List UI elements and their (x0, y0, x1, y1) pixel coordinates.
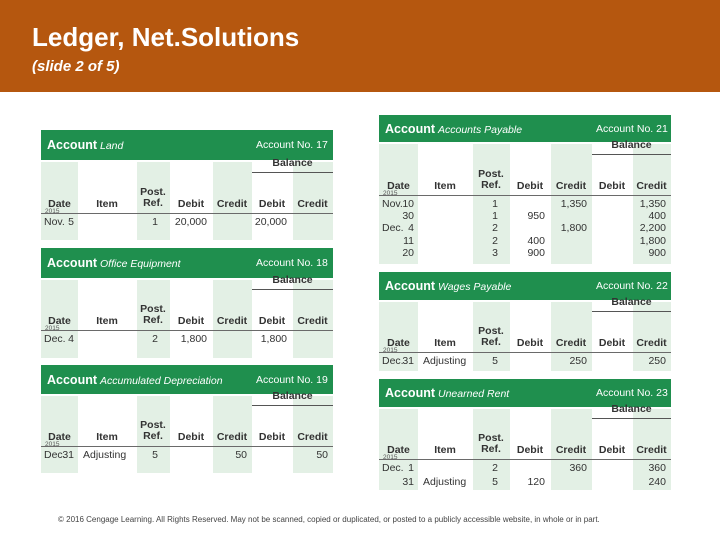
row-month: Dec. (44, 449, 66, 461)
row-month: Dec. (44, 333, 66, 345)
row-post-ref: 2 (492, 462, 498, 474)
row-day: 11 (403, 234, 414, 247)
row-month: Nov. (382, 198, 403, 210)
ref-label: Ref. (143, 430, 163, 443)
balance-credit-header: Credit (297, 431, 328, 443)
ledger-account (41, 248, 333, 358)
credit-header: Credit (216, 198, 248, 210)
row-post-ref: 1 (492, 198, 498, 210)
year-label: 2015 (383, 347, 398, 354)
row-month: Dec. (382, 222, 404, 235)
slide-header (0, 0, 720, 92)
row-debit: 120 (527, 475, 545, 488)
account-word: Account (385, 386, 435, 400)
row-credit: 1,800 (560, 222, 587, 235)
account-number: Account No. 17 (256, 139, 328, 151)
year-label: 2015 (383, 190, 398, 197)
balance-header: Balance (611, 296, 652, 308)
debit-header: Debit (516, 180, 544, 192)
post-label: Post. (140, 303, 166, 315)
row-balance-debit: 1,800 (260, 333, 287, 345)
balance-header: Balance (272, 157, 313, 169)
year-label: 2015 (45, 441, 60, 448)
row-month: Dec. (382, 462, 404, 474)
post-ref-header (472, 326, 510, 348)
debit-header: Debit (177, 198, 205, 210)
post-label: Post. (478, 168, 504, 180)
account-name (47, 374, 223, 387)
item-header: Item (96, 198, 118, 210)
post-ref-header (472, 433, 510, 455)
account-title: Wages Payable (438, 281, 512, 293)
account-number: Account No. 21 (596, 122, 668, 135)
account-grid (379, 139, 671, 264)
year-label: 2015 (383, 454, 398, 461)
date-header: Date (387, 180, 410, 192)
copyright-footer: © 2016 Cengage Learning. All Rights Reserved. May not be scanned, copied or duplicated, or posted to a publicly accessible website, in whole or in part. (58, 515, 600, 524)
column-divider (510, 302, 511, 371)
date-header: Date (48, 315, 71, 327)
row-credit: 50 (235, 449, 247, 461)
account-title-bar (41, 130, 333, 160)
item-header: Item (434, 180, 456, 192)
post-ref-header (136, 420, 170, 442)
account-number: Account No. 23 (596, 387, 668, 399)
account-name (385, 123, 522, 136)
row-day: 5 (68, 216, 74, 228)
row-day: 31 (402, 355, 414, 367)
balance-underline (252, 405, 333, 406)
row-post-ref: 3 (492, 246, 498, 259)
row-day: 4 (408, 222, 414, 235)
item-header: Item (96, 431, 118, 443)
row-debit: 950 (527, 210, 545, 223)
account-word: Account (385, 121, 435, 136)
credit-header: Credit (216, 315, 248, 327)
balance-header: Balance (272, 274, 313, 286)
row-day: 1 (408, 462, 414, 474)
balance-debit-header: Debit (258, 198, 286, 210)
credit-header: Credit (555, 444, 587, 456)
account-name (385, 280, 511, 293)
row-balance-debit: 20,000 (254, 216, 287, 228)
header-rule (379, 352, 671, 353)
ref-label: Ref. (143, 197, 163, 210)
row-post-ref: 2 (492, 222, 498, 235)
account-grid (41, 274, 333, 358)
row-day: 10 (402, 198, 414, 210)
account-grid (41, 390, 333, 473)
header-rule (379, 459, 671, 460)
row-balance-credit: 1,350 (639, 198, 666, 210)
row-day: 31 (62, 449, 74, 461)
post-ref-header (136, 304, 170, 326)
balance-header: Balance (611, 403, 652, 415)
row-item: Adjusting (83, 449, 127, 461)
row-balance-credit: 900 (648, 246, 666, 259)
row-balance-credit: 240 (648, 475, 666, 488)
row-credit: 1,350 (560, 198, 587, 210)
row-item: Adjusting (423, 355, 467, 367)
ledger-account (41, 130, 333, 240)
debit-header: Debit (177, 315, 205, 327)
balance-credit-header: Credit (297, 198, 328, 210)
balance-credit-header: Credit (297, 315, 328, 327)
account-name (47, 139, 123, 152)
year-label: 2015 (45, 325, 60, 332)
post-label: Post. (478, 432, 504, 444)
balance-debit-header: Debit (598, 444, 626, 456)
balance-underline (592, 154, 671, 155)
account-grid (379, 403, 671, 490)
ref-label: Ref. (481, 443, 501, 456)
row-balance-credit: 360 (648, 462, 666, 474)
balance-header: Balance (611, 139, 652, 151)
debit-header: Debit (516, 444, 544, 456)
account-number: Account No. 19 (256, 373, 328, 386)
row-post-ref: 5 (152, 449, 158, 461)
post-ref-header (136, 187, 170, 209)
balance-underline (592, 418, 671, 419)
header-rule (379, 195, 671, 196)
row-balance-credit: 400 (648, 210, 666, 223)
column-divider (592, 302, 593, 371)
row-post-ref: 2 (152, 333, 158, 345)
balance-debit-header: Debit (598, 180, 626, 192)
row-post-ref: 2 (492, 234, 498, 247)
row-day: 31 (402, 475, 414, 488)
row-credit: 360 (569, 462, 587, 474)
ref-label: Ref. (143, 314, 163, 327)
ledger-account (379, 272, 671, 371)
debit-header: Debit (516, 337, 544, 349)
row-post-ref: 1 (492, 210, 498, 223)
account-grid (379, 296, 671, 371)
row-day: 4 (68, 333, 74, 345)
ledger-account (379, 379, 671, 490)
credit-header: Credit (555, 337, 587, 349)
ref-label: Ref. (481, 336, 501, 349)
row-day: 20 (402, 246, 414, 259)
balance-header: Balance (272, 390, 313, 402)
post-label: Post. (140, 419, 166, 431)
account-word: Account (385, 279, 435, 293)
account-title: Accumulated Depreciation (100, 374, 223, 387)
row-debit: 20,000 (174, 216, 207, 228)
date-header: Date (48, 431, 71, 443)
balance-debit-header: Debit (258, 431, 286, 443)
balance-debit-header: Debit (258, 315, 286, 327)
item-header: Item (434, 337, 456, 349)
post-ref-header (472, 169, 510, 191)
date-header: Date (48, 198, 71, 210)
balance-credit-header: Credit (636, 180, 667, 192)
credit-header: Credit (216, 431, 248, 443)
row-post-ref: 5 (492, 355, 498, 367)
post-label: Post. (478, 325, 504, 337)
account-title: Accounts Payable (438, 123, 523, 136)
row-month: Nov. (44, 216, 65, 228)
row-debit: 400 (527, 234, 545, 247)
account-title-bar (379, 115, 671, 142)
account-word: Account (47, 138, 97, 152)
header-rule (41, 446, 333, 447)
header-rule (41, 330, 333, 331)
row-day: 30 (402, 210, 414, 223)
balance-underline (252, 289, 333, 290)
credit-header: Credit (555, 180, 587, 192)
account-name (47, 257, 181, 270)
ledger-account (41, 365, 333, 473)
row-debit: 900 (527, 246, 545, 259)
row-credit: 250 (569, 355, 587, 367)
row-post-ref: 1 (152, 216, 158, 228)
account-grid (41, 157, 333, 240)
balance-underline (592, 311, 671, 312)
item-header: Item (96, 315, 118, 327)
row-item: Adjusting (423, 475, 467, 488)
account-name (385, 387, 509, 400)
column-divider (418, 302, 419, 371)
date-header: Date (387, 444, 410, 456)
year-label: 2015 (45, 208, 60, 215)
account-title: Unearned Rent (438, 388, 510, 400)
account-title: Office Equipment (100, 258, 181, 270)
post-label: Post. (140, 186, 166, 198)
account-word: Account (47, 372, 97, 387)
row-month: Dec. (382, 355, 404, 367)
row-debit: 1,800 (180, 333, 207, 345)
balance-underline (252, 172, 333, 173)
debit-header: Debit (177, 431, 205, 443)
balance-debit-header: Debit (598, 337, 626, 349)
account-number: Account No. 22 (596, 280, 668, 292)
slide-subtitle: (slide 2 of 5) (32, 58, 120, 75)
ref-label: Ref. (481, 179, 501, 192)
column-divider (592, 144, 593, 264)
account-word: Account (47, 256, 97, 270)
row-balance-credit: 2,200 (639, 222, 666, 235)
row-balance-credit: 50 (316, 449, 328, 461)
item-header: Item (434, 444, 456, 456)
row-post-ref: 5 (492, 475, 498, 488)
row-balance-credit: 250 (648, 355, 666, 367)
header-rule (41, 213, 333, 214)
balance-credit-header: Credit (636, 337, 667, 349)
account-title: Land (100, 140, 124, 152)
account-number: Account No. 18 (256, 257, 328, 269)
date-header: Date (387, 337, 410, 349)
row-balance-credit: 1,800 (639, 234, 666, 247)
slide-title: Ledger, Net.Solutions (32, 22, 300, 52)
ledger-account (379, 115, 671, 264)
balance-credit-header: Credit (636, 444, 667, 456)
column-divider (418, 144, 419, 264)
